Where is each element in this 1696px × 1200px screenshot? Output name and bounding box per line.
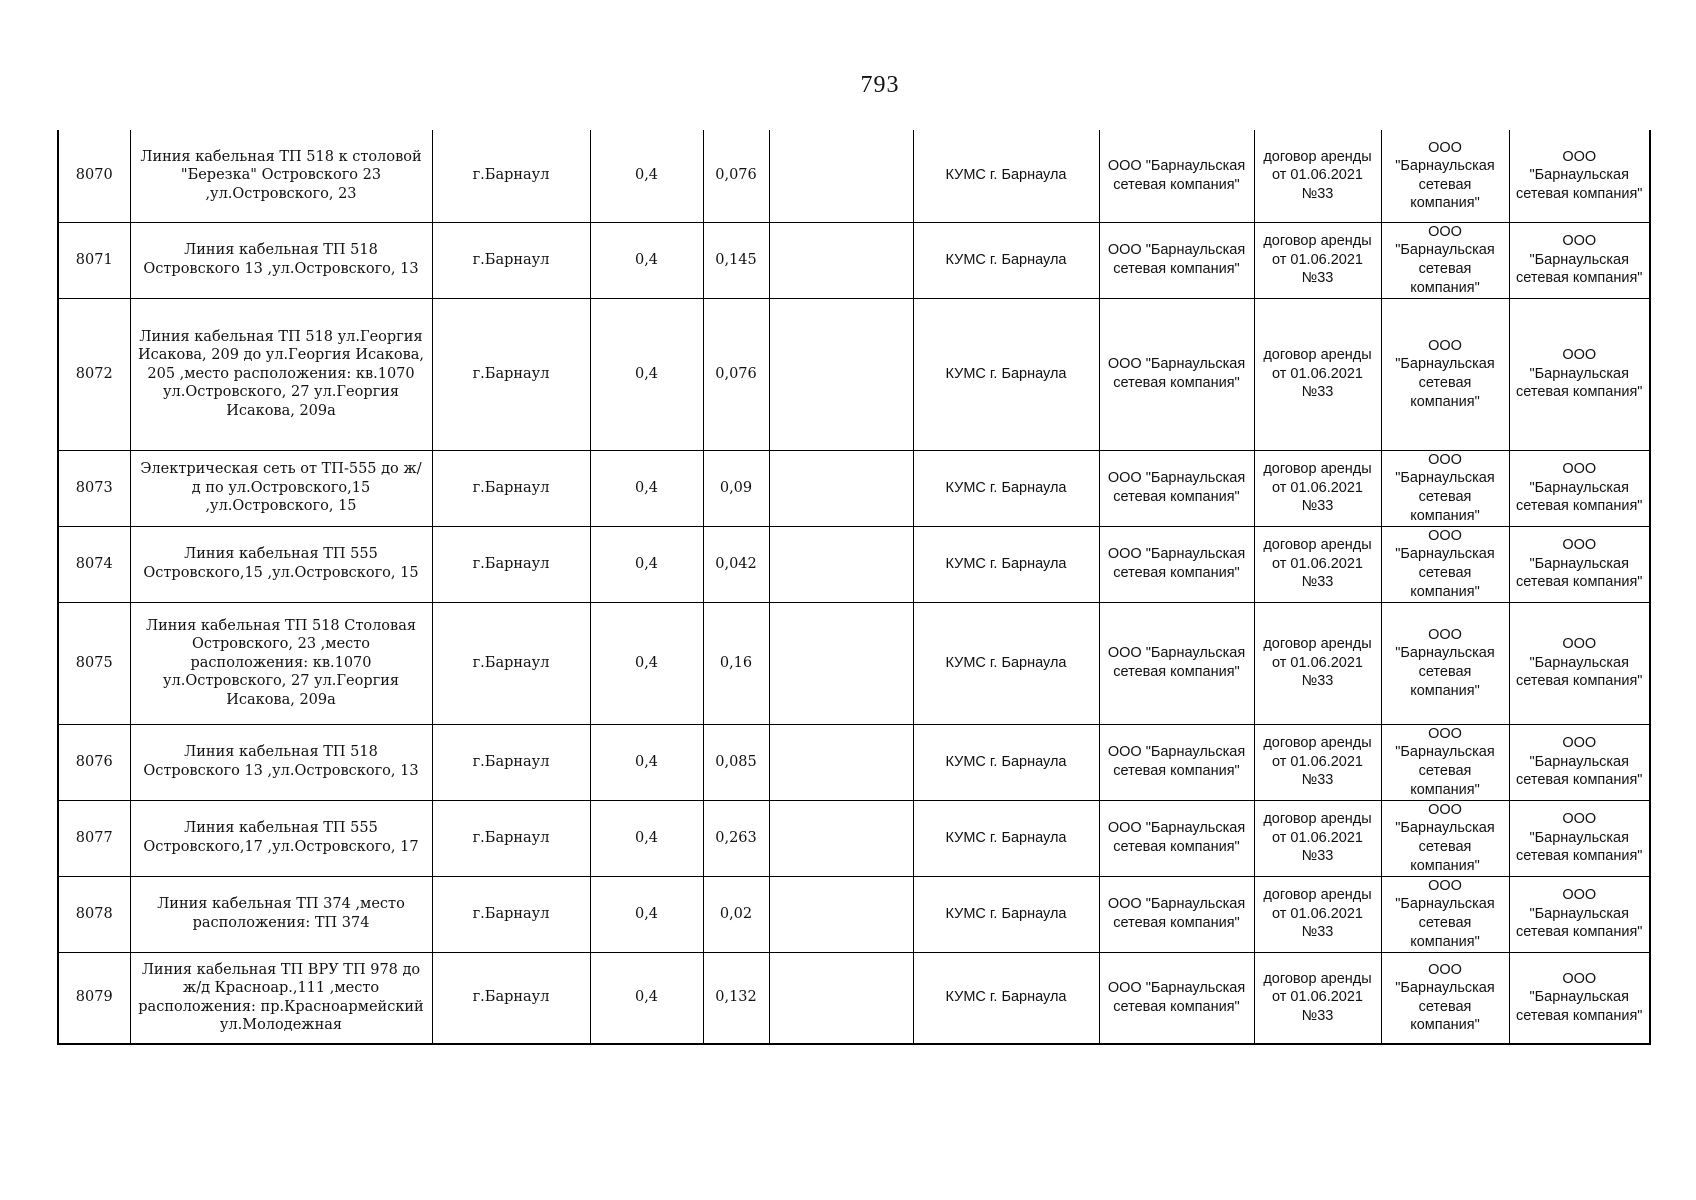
cell-operator: ООО "Барнаульская сетевая компания" xyxy=(1381,298,1509,450)
cell-operator-2: ООО "Барнаульская сетевая компания" xyxy=(1509,724,1650,800)
table-row xyxy=(58,450,1650,526)
cell-city: г.Барнаул xyxy=(432,222,590,298)
cell-empty xyxy=(769,800,913,876)
cell-operator-2: ООО "Барнаульская сетевая компания" xyxy=(1509,222,1650,298)
cell-owner: КУМС г. Барнаула xyxy=(913,602,1099,724)
cell-empty xyxy=(769,952,913,1044)
cell-empty xyxy=(769,298,913,450)
cell-city: г.Барнаул xyxy=(432,724,590,800)
cell-operator: ООО "Барнаульская сетевая компания" xyxy=(1381,724,1509,800)
cell-owner: КУМС г. Барнаула xyxy=(913,952,1099,1044)
cell-city: г.Барнаул xyxy=(432,952,590,1044)
table-row xyxy=(58,222,1650,298)
table-row xyxy=(58,724,1650,800)
cell-operator: ООО "Барнаульская сетевая компания" xyxy=(1381,130,1509,222)
cell-object-name: Линия кабельная ТП 518 к столовой "Березка" Островского 23 ,ул.Островского, 23 xyxy=(130,130,432,222)
cell-number: 8077 xyxy=(58,800,130,876)
cell-city: г.Барнаул xyxy=(432,450,590,526)
cell-operator-2: ООО "Барнаульская сетевая компания" xyxy=(1509,526,1650,602)
cell-empty xyxy=(769,876,913,952)
cell-number: 8078 xyxy=(58,876,130,952)
cell-voltage: 0,4 xyxy=(590,130,703,222)
cell-empty xyxy=(769,724,913,800)
cell-operator: ООО "Барнаульская сетевая компания" xyxy=(1381,222,1509,298)
cell-basis: договор аренды от 01.06.2021 №33 xyxy=(1254,450,1381,526)
cell-operator-2: ООО "Барнаульская сетевая компания" xyxy=(1509,876,1650,952)
cell-number: 8073 xyxy=(58,450,130,526)
cell-number: 8072 xyxy=(58,298,130,450)
cell-object-name: Линия кабельная ТП 518 Островского 13 ,ул.Островского, 13 xyxy=(130,222,432,298)
table-row xyxy=(58,130,1650,222)
cell-voltage: 0,4 xyxy=(590,952,703,1044)
cell-basis: договор аренды от 01.06.2021 №33 xyxy=(1254,724,1381,800)
cell-empty xyxy=(769,222,913,298)
cell-length: 0,145 xyxy=(703,222,769,298)
cell-object-name: Линия кабельная ТП 518 Островского 13 ,ул.Островского, 13 xyxy=(130,724,432,800)
cell-voltage: 0,4 xyxy=(590,298,703,450)
cell-operator: ООО "Барнаульская сетевая компания" xyxy=(1381,800,1509,876)
table-row xyxy=(58,526,1650,602)
cell-holder: ООО "Барнаульская сетевая компания" xyxy=(1099,800,1254,876)
cell-basis: договор аренды от 01.06.2021 №33 xyxy=(1254,876,1381,952)
table-row xyxy=(58,876,1650,952)
cell-object-name: Линия кабельная ТП 555 Островского,15 ,ул.Островского, 15 xyxy=(130,526,432,602)
cell-voltage: 0,4 xyxy=(590,800,703,876)
cell-operator-2: ООО "Барнаульская сетевая компания" xyxy=(1509,952,1650,1044)
cell-holder: ООО "Барнаульская сетевая компания" xyxy=(1099,450,1254,526)
table-row xyxy=(58,952,1650,1044)
cell-city: г.Барнаул xyxy=(432,800,590,876)
cell-owner: КУМС г. Барнаула xyxy=(913,876,1099,952)
cell-operator: ООО "Барнаульская сетевая компания" xyxy=(1381,952,1509,1044)
cell-number: 8075 xyxy=(58,602,130,724)
cell-owner: КУМС г. Барнаула xyxy=(913,222,1099,298)
cell-number: 8079 xyxy=(58,952,130,1044)
cell-operator-2: ООО "Барнаульская сетевая компания" xyxy=(1509,450,1650,526)
cell-owner: КУМС г. Барнаула xyxy=(913,130,1099,222)
cell-length: 0,02 xyxy=(703,876,769,952)
cell-empty xyxy=(769,130,913,222)
cell-owner: КУМС г. Барнаула xyxy=(913,800,1099,876)
cell-basis: договор аренды от 01.06.2021 №33 xyxy=(1254,130,1381,222)
cell-length: 0,09 xyxy=(703,450,769,526)
cell-object-name: Линия кабельная ТП ВРУ ТП 978 до ж/д Красноар.,111 ,место расположения: пр.Красноармейский ул.Молодежная xyxy=(130,952,432,1044)
cell-holder: ООО "Барнаульская сетевая компания" xyxy=(1099,130,1254,222)
cell-city: г.Барнаул xyxy=(432,130,590,222)
table-row xyxy=(58,298,1650,450)
cell-empty xyxy=(769,526,913,602)
cell-operator: ООО "Барнаульская сетевая компания" xyxy=(1381,526,1509,602)
cell-city: г.Барнаул xyxy=(432,298,590,450)
registry-table-body xyxy=(58,130,1650,1044)
cell-object-name: Линия кабельная ТП 518 ул.Георгия Исакова, 209 до ул.Георгия Исакова, 205 ,место расположения: кв.1070 ул.Островского, 27 ул.Георгия Исакова, 209а xyxy=(130,298,432,450)
cell-number: 8074 xyxy=(58,526,130,602)
cell-holder: ООО "Барнаульская сетевая компания" xyxy=(1099,526,1254,602)
cell-basis: договор аренды от 01.06.2021 №33 xyxy=(1254,222,1381,298)
cell-city: г.Барнаул xyxy=(432,876,590,952)
cell-number: 8070 xyxy=(58,130,130,222)
cell-length: 0,042 xyxy=(703,526,769,602)
cell-length: 0,076 xyxy=(703,130,769,222)
cell-basis: договор аренды от 01.06.2021 №33 xyxy=(1254,298,1381,450)
cell-operator-2: ООО "Барнаульская сетевая компания" xyxy=(1509,800,1650,876)
cell-holder: ООО "Барнаульская сетевая компания" xyxy=(1099,222,1254,298)
cell-operator-2: ООО "Барнаульская сетевая компания" xyxy=(1509,602,1650,724)
cell-voltage: 0,4 xyxy=(590,724,703,800)
cell-object-name: Линия кабельная ТП 555 Островского,17 ,ул.Островского, 17 xyxy=(130,800,432,876)
cell-operator: ООО "Барнаульская сетевая компания" xyxy=(1381,450,1509,526)
cell-operator-2: ООО "Барнаульская сетевая компания" xyxy=(1509,298,1650,450)
cell-empty xyxy=(769,602,913,724)
cell-object-name: Линия кабельная ТП 518 Столовая Островского, 23 ,место расположения: кв.1070 ул.Островского, 27 ул.Георгия Исакова, 209а xyxy=(130,602,432,724)
cell-holder: ООО "Барнаульская сетевая компания" xyxy=(1099,298,1254,450)
cell-number: 8071 xyxy=(58,222,130,298)
cell-operator: ООО "Барнаульская сетевая компания" xyxy=(1381,602,1509,724)
cell-owner: КУМС г. Барнаула xyxy=(913,526,1099,602)
cell-voltage: 0,4 xyxy=(590,602,703,724)
cell-owner: КУМС г. Барнаула xyxy=(913,298,1099,450)
cell-object-name: Электрическая сеть от ТП-555 до ж/д по ул.Островского,15 ,ул.Островского, 15 xyxy=(130,450,432,526)
cell-voltage: 0,4 xyxy=(590,450,703,526)
cell-owner: КУМС г. Барнаула xyxy=(913,450,1099,526)
cell-voltage: 0,4 xyxy=(590,222,703,298)
cell-city: г.Барнаул xyxy=(432,602,590,724)
cell-holder: ООО "Барнаульская сетевая компания" xyxy=(1099,602,1254,724)
cell-basis: договор аренды от 01.06.2021 №33 xyxy=(1254,526,1381,602)
cell-length: 0,085 xyxy=(703,724,769,800)
cell-basis: договор аренды от 01.06.2021 №33 xyxy=(1254,952,1381,1044)
cell-voltage: 0,4 xyxy=(590,526,703,602)
page-number: 793 xyxy=(860,72,900,98)
cell-holder: ООО "Барнаульская сетевая компания" xyxy=(1099,724,1254,800)
cell-basis: договор аренды от 01.06.2021 №33 xyxy=(1254,800,1381,876)
cell-basis: договор аренды от 01.06.2021 №33 xyxy=(1254,602,1381,724)
table-row xyxy=(58,800,1650,876)
cell-length: 0,16 xyxy=(703,602,769,724)
table-row xyxy=(58,602,1650,724)
cell-holder: ООО "Барнаульская сетевая компания" xyxy=(1099,876,1254,952)
cell-length: 0,132 xyxy=(703,952,769,1044)
cell-operator: ООО "Барнаульская сетевая компания" xyxy=(1381,876,1509,952)
cell-object-name: Линия кабельная ТП 374 ,место расположения: ТП 374 xyxy=(130,876,432,952)
cell-owner: КУМС г. Барнаула xyxy=(913,724,1099,800)
cell-length: 0,263 xyxy=(703,800,769,876)
cell-holder: ООО "Барнаульская сетевая компания" xyxy=(1099,952,1254,1044)
cell-city: г.Барнаул xyxy=(432,526,590,602)
registry-table xyxy=(57,130,1651,1045)
cell-number: 8076 xyxy=(58,724,130,800)
cell-voltage: 0,4 xyxy=(590,876,703,952)
cell-operator-2: ООО "Барнаульская сетевая компания" xyxy=(1509,130,1650,222)
cell-length: 0,076 xyxy=(703,298,769,450)
cell-empty xyxy=(769,450,913,526)
